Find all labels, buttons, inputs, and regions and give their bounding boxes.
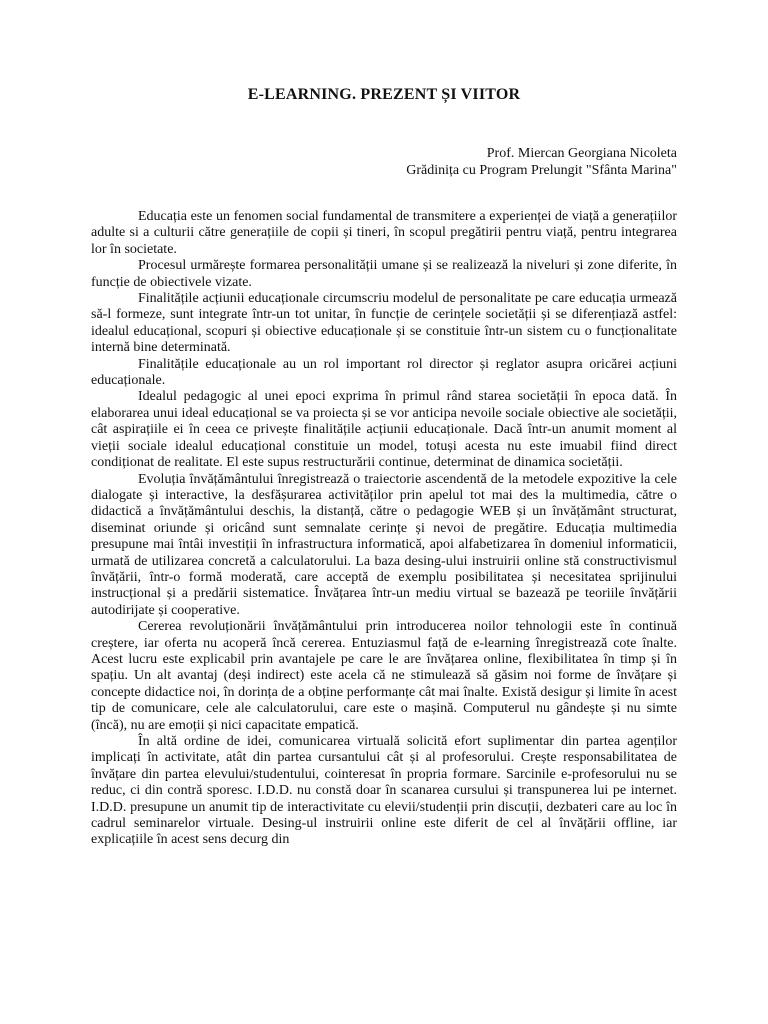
paragraph: Finalitățile educaționale au un rol important rol director și reglator asupra oricărei acțiuni educaționale.	[91, 356, 677, 389]
paragraph: Educația este un fenomen social fundamental de transmitere a experienței de viață a generațiilor adulte si a culturii către generațiile de copii și tineri, în scopul pregătirii pentru viață, pentru integrarea lor în societate.	[91, 209, 677, 257]
author-institution: Grădinița cu Program Prelungit "Sfânta Marina"	[406, 163, 677, 178]
paragraph: Finalitățile acțiunii educaționale circumscriu modelul de personalitate pe care educația urmează să-l formeze, sunt integrate într-un tot unitar, în funcție de cerințele societății și se diferențiază astfel: idealul educațional, scopuri și obiective educaționale și se constituie într-un sistem cu o funcționalitate internă bine determinată.	[91, 291, 677, 356]
paragraph: Procesul urmărește formarea personalității umane și se realizează la niveluri și zone diferite, în funcție de obiectivele vizate.	[91, 258, 677, 290]
author-block	[406, 145, 677, 179]
author-name: Prof. Miercan Georgiana Nicoleta	[486, 146, 677, 161]
body-text	[91, 209, 677, 849]
paragraph: În altă ordine de idei, comunicarea virtuală solicită efort suplimentar din partea agenților implicați în activitate, atât din partea cursantului cât și al profesorului. Crește responsabilitatea de învățare din partea elevului/studentului, cointeresat în propria formare. Sarcinile e-profesorului nu se reduc, ci din contră sporesc. I.D.D. nu constă doar în scanarea cursului și transpunerea lui pe internet. I.D.D. presupune un anumit tip de interactivitate cu elevii/studenții prin discuții, dezbateri care au loc în cadrul seminarelor virtuale. Desing-ul instruirii online este diferit de cel al învățării offline, iar explicațiile în acest sens decurg din	[91, 734, 677, 848]
page-title: E-LEARNING. PREZENT ȘI VIITOR	[247, 86, 521, 103]
paragraph: Idealul pedagogic al unei epoci exprima în primul rând starea societății în epoca dată. În elaborarea unui ideal educațional se va proiecta și se vor anticipa nevoile sociale obiective ale societății, cât aspirațiile ei în ceea ce privește finalitățile acțiunii educaționale. Dacă într-un anumit moment al vieții sociale idealul educațional constituie un model, totuși acesta nu este imuabil fiind direct condiționat de realitate. El este supus restructurării continue, determinat de dinamica societății.	[91, 389, 677, 471]
paragraph: Evoluția învățământului înregistrează o traiectorie ascendentă de la metodele expozitive la cele dialogate și interactive, la desfășurarea activităților prin apelul tot mai des la multimedia, către o didactică a învățământului deschis, la distanță, către o pedagogie WEB și un învățământ structurat, diseminat oriunde și oricând sunt semnalate cerințe și nevoi de pregătire. Educația multimedia presupune mai întâi investiții în infrastructura informatică, apoi alfabetizarea în domeniul informaticii, urmată de utilizarea concretă a calculatorului. La baza desing-ului instruirii online stă constructivismul învățării, într-o formă moderată, care acceptă de exemplu posibilitatea și necesitatea sprijinului instrucțional și a predării sistematice. Învățarea într-un mediu virtual se bazează pe teoriile învățării autodirijate și cooperative.	[91, 471, 677, 618]
paragraph: Cererea revoluționării învățământului prin introducerea noilor tehnologii este în continuă creștere, iar oferta nu acoperă încă cererea. Entuziasmul față de e-learning înregistrează cote înalte. Acest lucru este explicabil prin avantajele pe care le are învățarea online, flexibilitatea în timp și în spațiu. Un alt avantaj (deși indirect) este acela că ne stimulează să găsim noi forme de învățare și concepte didactice noi, în dorința de a obține performanțe cât mai înalte. Există desigur și limite în acest tip de comunicare, cele ale calculatorului, care este o mașină. Computerul nu gândește și nu simte (încă), nu are emoții și nici capacitate empatică.	[91, 619, 677, 733]
